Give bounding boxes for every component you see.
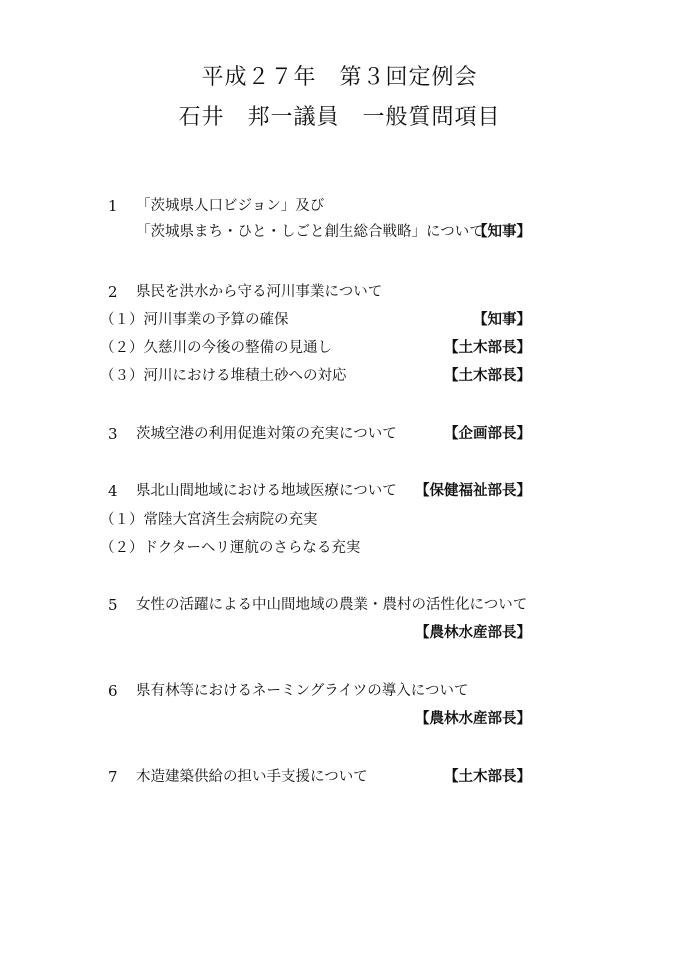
sub-item: （２）ドクターヘリ運航のさらなる充実	[100, 540, 361, 556]
responder-label: 【土木部長】	[444, 367, 531, 384]
sub-item: （２）久慈川の今後の整備の見通し	[100, 340, 332, 356]
responder-label: 【農林水産部長】	[415, 710, 531, 727]
item-number: 7	[108, 768, 118, 786]
item-title: 木造建築供給の担い手支援について	[136, 769, 368, 785]
item-number: 2	[108, 283, 118, 301]
item-title: 県民を洪水から守る河川事業について	[136, 284, 383, 300]
item-number: 3	[108, 425, 118, 443]
item-title: 県北山間地域における地域医療について	[136, 483, 397, 499]
responder-label: 【知事】	[473, 223, 531, 240]
item-number: 6	[108, 682, 118, 700]
item-title: 「茨城県人口ビジョン」及び	[136, 198, 325, 214]
responder-label: 【土木部長】	[444, 339, 531, 356]
responder-label: 【保健福祉部長】	[415, 482, 531, 499]
responder-label: 【土木部長】	[444, 768, 531, 785]
item-title-continued: 「茨城県まち・ひと・しごと創生総合戦略」について	[136, 224, 484, 240]
responder-label: 【農林水産部長】	[415, 624, 531, 641]
responder-label: 【知事】	[473, 311, 531, 328]
responder-label: 【企画部長】	[444, 425, 531, 442]
item-title: 茨城空港の利用促進対策の充実について	[136, 426, 397, 442]
sub-item: （１）常陸大宮済生会病院の充実	[100, 512, 318, 528]
document-title: 平成２７年 第３回定例会	[201, 65, 478, 90]
item-number: 5	[108, 596, 118, 614]
item-number: 1	[108, 197, 118, 215]
item-number: 4	[108, 482, 118, 500]
item-title: 県有林等におけるネーミングライツの導入について	[136, 683, 469, 699]
sub-item: （１）河川事業の予算の確保	[100, 312, 289, 328]
sub-item: （３）河川における堆積土砂への対応	[100, 368, 347, 384]
document-subtitle: 石井 邦一議員 一般質問項目	[178, 105, 501, 130]
item-title: 女性の活躍による中山間地域の農業・農村の活性化について	[136, 597, 528, 613]
